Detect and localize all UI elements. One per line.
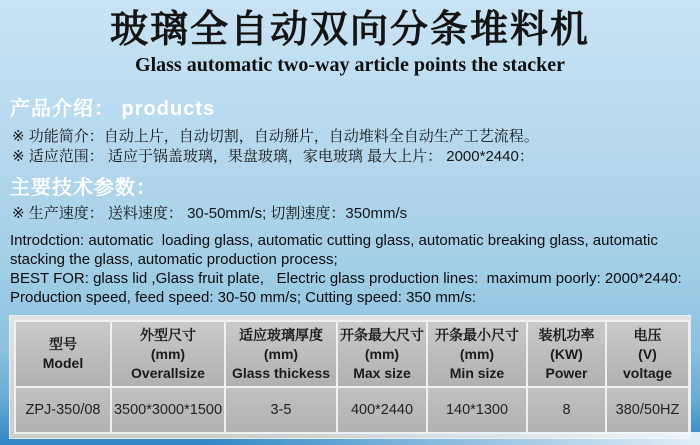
table-body xyxy=(15,387,689,433)
column-header-2 xyxy=(111,321,225,387)
column-header-5 xyxy=(427,321,527,387)
column-header-line: Min size xyxy=(449,364,505,381)
bullet-production-speed: ※ 生产速度： 送料速度： 30-50mm/s; 切割速度：350mm/s xyxy=(12,205,408,222)
column-header-line: Max size xyxy=(353,364,411,381)
spec-table xyxy=(14,320,690,434)
column-header-line: 型号 xyxy=(49,336,77,352)
column-header-line: Overallsize xyxy=(131,364,205,381)
table-cell: 380/50HZ xyxy=(606,387,689,433)
column-header-line: (mm) xyxy=(459,345,495,362)
page-title-chinese: 玻璃全自动双向分条堆料机 xyxy=(109,9,590,51)
column-header-1 xyxy=(15,321,111,387)
english-description-line: Introdction: automatic loading glass, automatic cutting glass, automatic breaking glass, automatic xyxy=(10,232,658,249)
column-header-3 xyxy=(225,321,337,387)
column-header-line: 开条最大尺寸 xyxy=(340,326,424,343)
column-header-line: (mm) xyxy=(263,345,299,362)
page-title-english: Glass automatic two-way article points the stacker xyxy=(135,54,565,76)
column-header-line: Power xyxy=(545,364,588,381)
column-header-line: 外型尺寸 xyxy=(140,326,196,343)
column-header-line: 适应玻璃厚度 xyxy=(239,326,323,343)
products-section-heading: 产品介绍： products xyxy=(10,98,216,120)
bullet-application-scope: ※ 适应范围： 适应于锅盖玻璃，果盘玻璃，家电玻璃 最大上片： 2000*2440： xyxy=(12,148,534,165)
table-cell: 3500*3000*1500 xyxy=(111,387,225,433)
column-header-line: 开条最小尺寸 xyxy=(435,326,519,343)
column-header-line: (mm) xyxy=(150,345,186,362)
column-header-line: 装机功率 xyxy=(538,326,595,343)
column-header-line: voltage xyxy=(622,364,672,381)
english-description-line: BEST FOR: glass lid ,Glass fruit plate, Electric glass production lines: maximum poorly: 2000*2440: xyxy=(10,270,682,287)
bottom-gradient-band xyxy=(0,432,700,445)
column-header-7 xyxy=(606,321,689,387)
table-cell: 400*2440 xyxy=(337,387,427,433)
column-header-line: Model xyxy=(42,355,84,371)
english-description-line: stacking the glass, automatic production process; xyxy=(10,251,338,268)
column-header-line: (V) xyxy=(638,345,657,362)
table-header-row xyxy=(15,321,689,387)
english-description-line: Production speed, feed speed: 30-50 mm/s; Cutting speed: 350 mm/s: xyxy=(10,289,477,306)
column-header-6 xyxy=(527,321,606,387)
table-cell: ZPJ-350/08 xyxy=(15,387,111,433)
column-header-line: (mm) xyxy=(364,345,400,362)
bullet-function-summary: ※ 功能简介：自动上片，自动切割，自动掰片，自动堆料全自动生产工艺流程。 xyxy=(12,128,539,145)
table-cell: 8 xyxy=(527,387,606,433)
table-row xyxy=(15,387,689,433)
column-header-line: 电压 xyxy=(633,326,662,343)
column-header-line: (KW) xyxy=(550,345,583,362)
parameters-section-heading: 主要技术参数： xyxy=(10,177,157,199)
spec-table-frame xyxy=(9,315,691,439)
column-header-line: Glass thickess xyxy=(231,364,331,381)
table-cell: 140*1300 xyxy=(427,387,527,433)
english-description xyxy=(10,231,694,307)
table-cell: 3-5 xyxy=(225,387,337,433)
column-header-4 xyxy=(337,321,427,387)
